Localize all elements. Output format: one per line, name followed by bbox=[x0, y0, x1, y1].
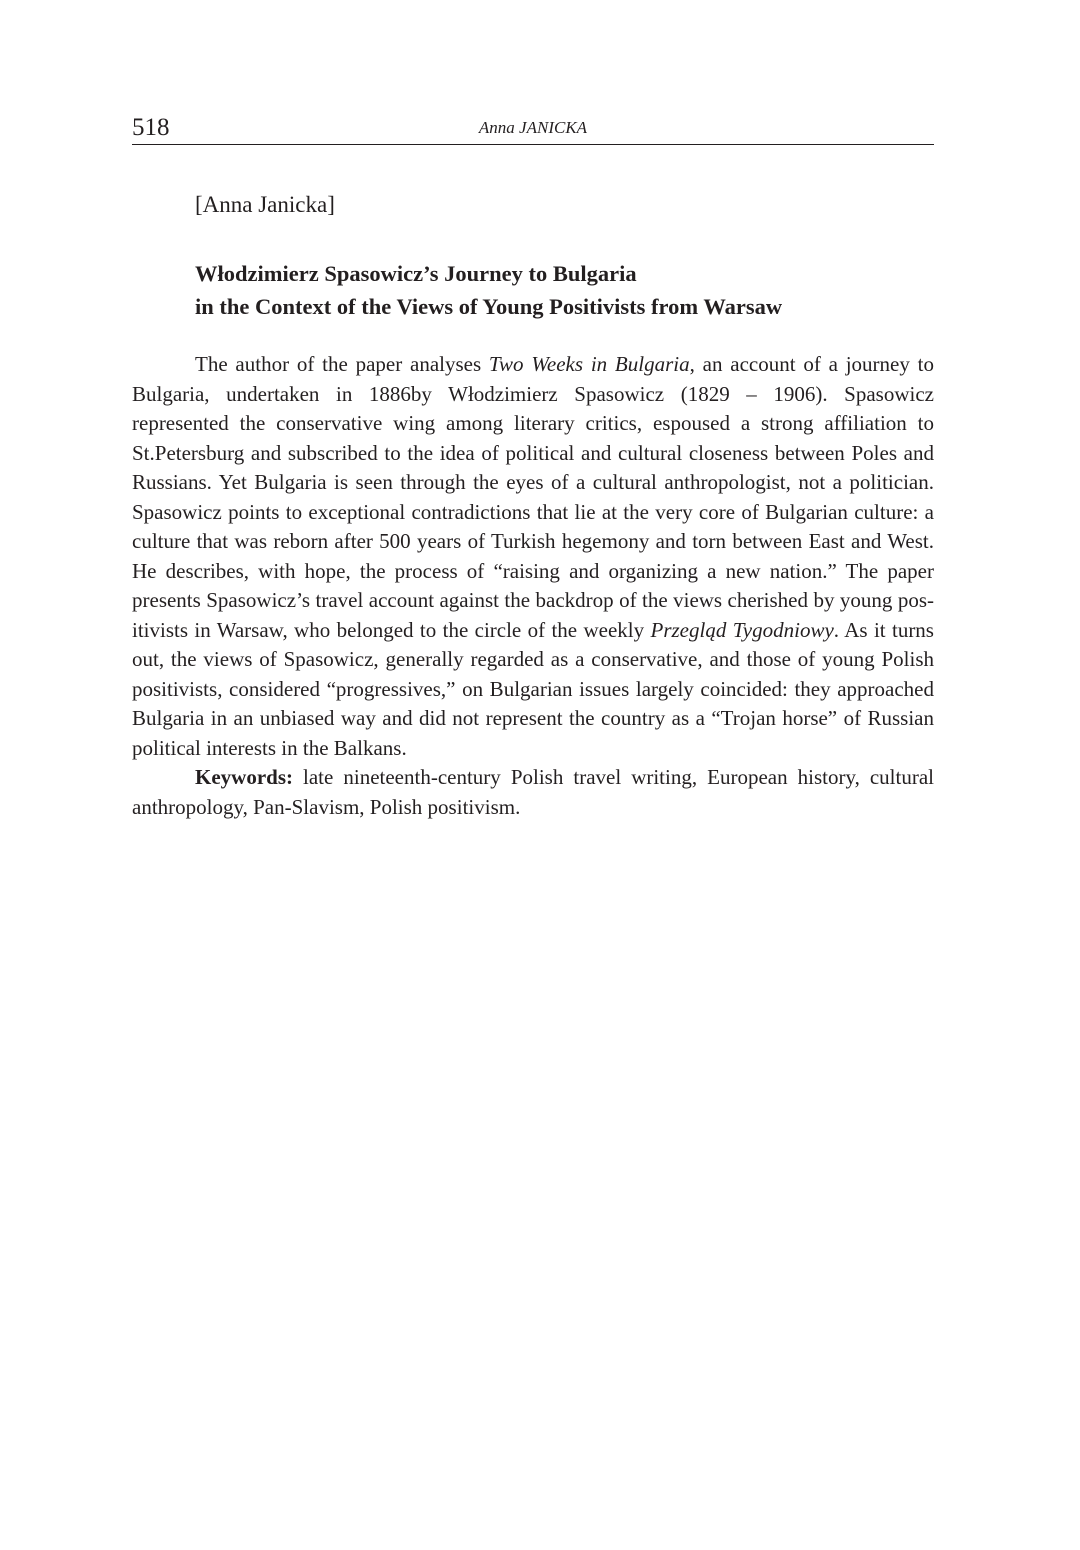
abstract-paragraph bbox=[132, 350, 934, 763]
article-title-line-2: in the Context of the Views of Young Positivists from Warsaw bbox=[195, 294, 783, 319]
book-title: Two Weeks in Bulgaria bbox=[488, 352, 690, 376]
abstract-text-part-3: . As it turns out, the views of Spasowicz, generally regarded as a conservative, and those of young Polish positivists, considered “progressives,” on Bulgarian issues largely coincided: they approached Bulgaria in an unbiased way and did not represent the country as a “Trojan horse” of Russian political interests in the Balkans. bbox=[132, 617, 934, 760]
page-header bbox=[132, 112, 934, 145]
abstract-text-part-2: , an account of a journey to Bulgaria, undertaken in 1886by Włodzimierz Spasowicz (1829 – 1906). Spasowicz represented the conservative wing among literary critics, espoused a strong affiliation to St.Petersburg and subscribed to the idea of political and cultural closeness between Poles and Russians. Yet Bulgaria is seen through the eyes of a cultural anthropologist, not a politician. Spasowicz points to exceptional contradictions that lie at the very core of Bulgarian culture: a culture that was reborn after 500 years of Turkish hegemony and torn between East and West. He describes, with hope, the process of “raising and organizing a new nation.” The paper presents Spasowicz’s travel account against the backdrop of the views cherished by young positivists in Warsaw, who belonged to the circle of the weekly bbox=[132, 352, 934, 642]
keywords-paragraph bbox=[132, 763, 934, 822]
article-title bbox=[195, 257, 935, 323]
page-number: 518 bbox=[132, 114, 170, 141]
article-title-line-1: Włodzimierz Spasowicz’s Journey to Bulgaria bbox=[195, 261, 637, 286]
keywords-text: late nineteenth-century Polish travel writing, European history, cultural anthropology, Pan-Slavism, Polish positivism. bbox=[132, 765, 934, 819]
abstract bbox=[132, 350, 934, 822]
abstract-text-part-1: The author of the paper analyses bbox=[195, 352, 489, 376]
article-author: [Anna Janicka] bbox=[195, 192, 335, 217]
weekly-title: Przegląd Tygodniowy bbox=[650, 617, 834, 642]
keywords-label: Keywords: bbox=[195, 765, 293, 789]
running-head: Anna JANICKA bbox=[478, 118, 588, 137]
